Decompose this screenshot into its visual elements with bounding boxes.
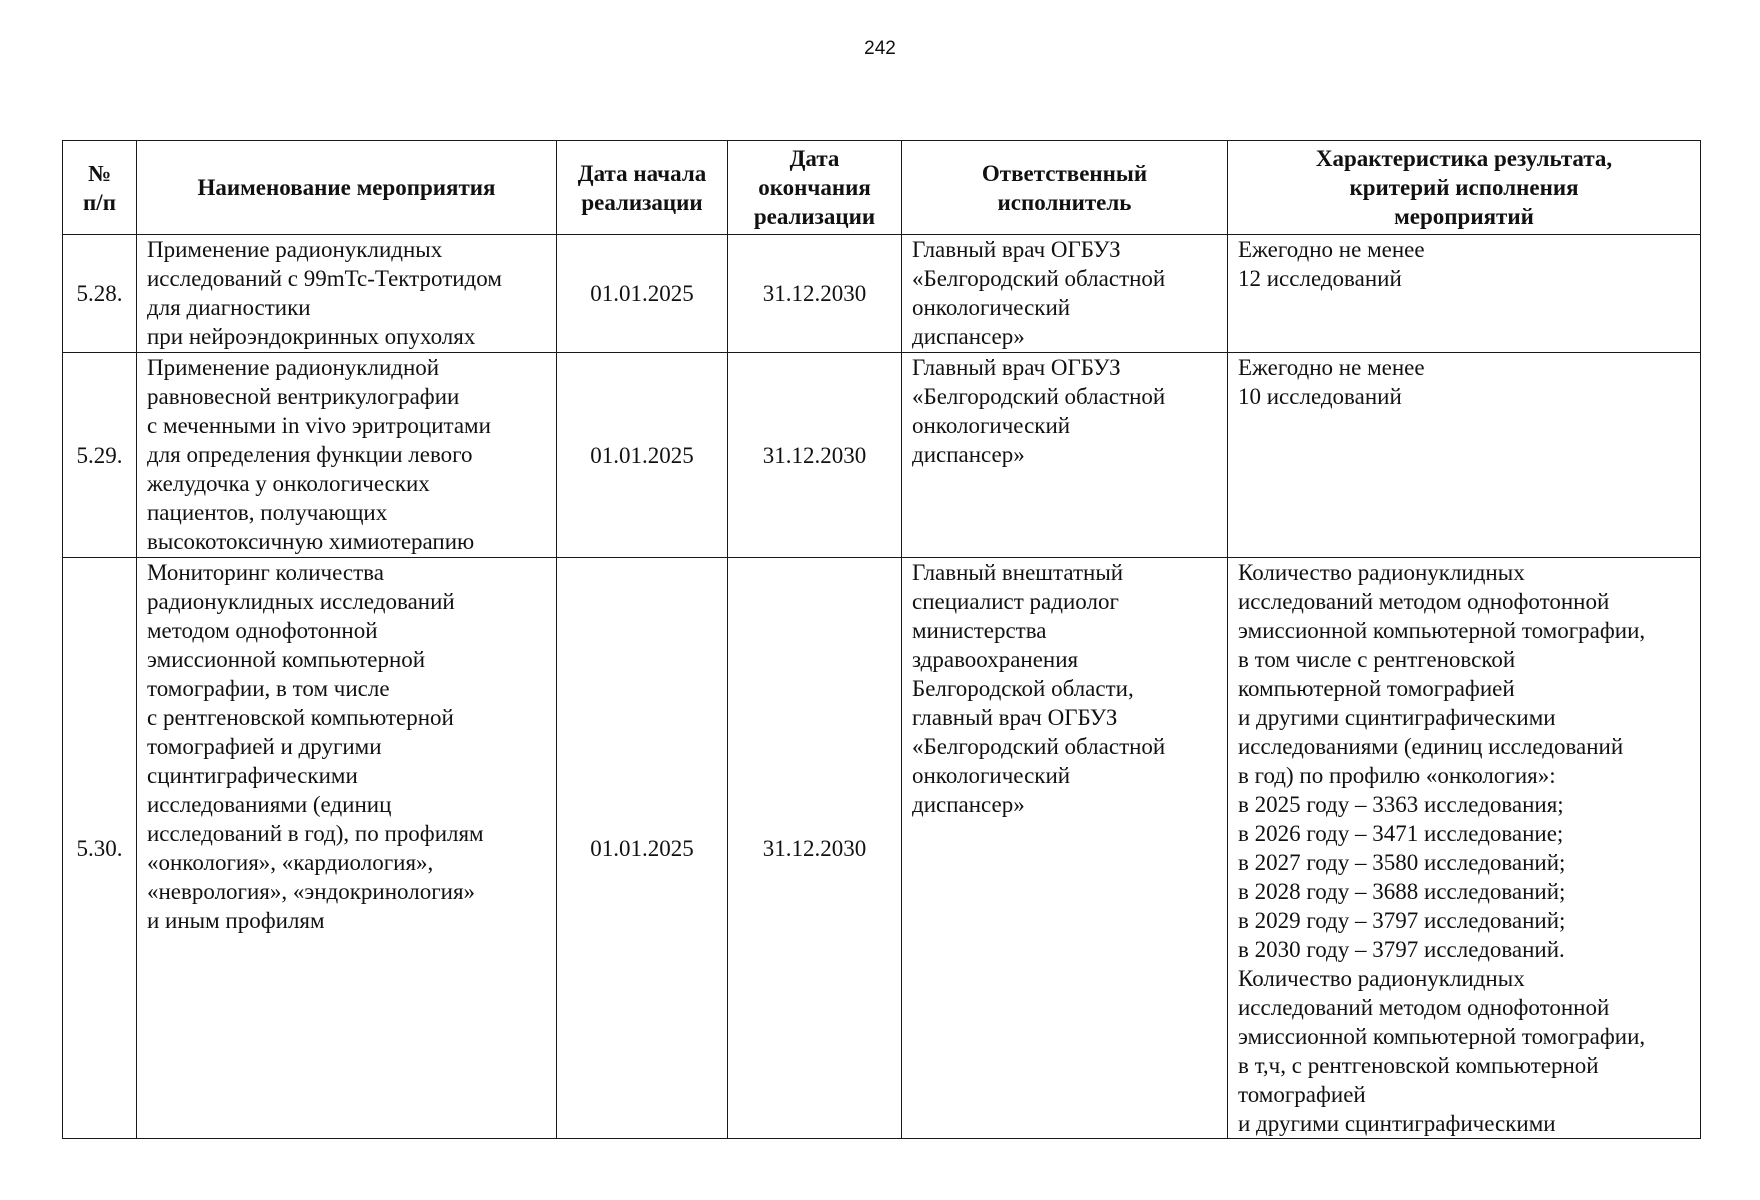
text-line: специалист радиолог bbox=[912, 589, 1119, 614]
text-line: исследований с 99mTc-Тектротидом bbox=[147, 266, 502, 291]
text-line: в 2030 году – 3797 исследований. bbox=[1238, 937, 1565, 962]
text-line: реализации bbox=[581, 189, 703, 215]
result bbox=[1228, 558, 1701, 1139]
text-line: онкологический bbox=[912, 295, 1071, 320]
text-line: равновесной вентрикулографии bbox=[147, 384, 460, 409]
end-date: 31.12.2030 bbox=[728, 353, 902, 558]
text-line: Наименование мероприятия bbox=[197, 175, 496, 200]
text-line: реализации bbox=[753, 204, 876, 229]
text-line: Белгородской области, bbox=[912, 676, 1134, 701]
text-line: Характеристика результата, bbox=[1315, 146, 1613, 171]
text-line: Ежегодно не менее bbox=[1238, 237, 1425, 262]
table-row bbox=[63, 235, 1701, 353]
header-responsible bbox=[902, 141, 1228, 235]
text-line: в год) по профилю «онкология»: bbox=[1238, 763, 1556, 788]
text-line: «онкология», «кардиология», bbox=[147, 850, 434, 875]
text-line: в 2026 году – 3471 исследование; bbox=[1238, 821, 1564, 846]
end-date: 31.12.2030 bbox=[728, 235, 902, 353]
text-line: и другими сцинтиграфическими bbox=[1238, 705, 1556, 730]
row-number: 5.29. bbox=[63, 353, 137, 558]
text-line: Главный врач ОГБУЗ bbox=[912, 237, 1121, 262]
result bbox=[1228, 235, 1701, 353]
text-line: томографией и другими bbox=[147, 734, 382, 759]
text-line: Применение радионуклидных bbox=[147, 237, 443, 262]
text-line: исследованиями (единиц bbox=[147, 792, 392, 817]
text-line: диспансер» bbox=[912, 792, 1025, 817]
text-line: для определения функции левого bbox=[147, 442, 473, 467]
text-line: методом однофотонной bbox=[147, 618, 378, 643]
text-line: исследований в год), по профилям bbox=[147, 821, 484, 846]
text-line: с рентгеновской компьютерной bbox=[147, 705, 454, 730]
responsible bbox=[902, 353, 1228, 558]
text-line: критерий исполнения bbox=[1349, 175, 1579, 200]
start-date: 01.01.2025 bbox=[557, 353, 728, 558]
responsible bbox=[902, 558, 1228, 1139]
text-line: онкологический bbox=[912, 413, 1071, 438]
text-line: Главный внештатный bbox=[912, 560, 1124, 585]
header-measure-name bbox=[137, 141, 557, 235]
start-date: 01.01.2025 bbox=[557, 558, 728, 1139]
text-line: Дата bbox=[789, 146, 840, 171]
measure-name bbox=[137, 558, 557, 1139]
text-line: Дата начала bbox=[577, 160, 707, 186]
text-line: диспансер» bbox=[912, 324, 1025, 349]
text-line: томографией bbox=[1238, 1082, 1366, 1107]
text-line: в 2025 году – 3363 исследования; bbox=[1238, 792, 1564, 817]
text-line: желудочка у онкологических bbox=[147, 471, 430, 496]
text-line: в том числе с рентгеновской bbox=[1238, 647, 1516, 672]
text-line: Мониторинг количества bbox=[147, 560, 384, 585]
end-date: 31.12.2030 bbox=[728, 558, 902, 1139]
header-result bbox=[1228, 141, 1701, 235]
text-line: здравоохранения bbox=[912, 647, 1079, 672]
text-line: с меченными in vivo эритроцитами bbox=[147, 413, 491, 438]
text-line: и иным профилям bbox=[147, 908, 325, 933]
text-line: исследованиями (единиц исследований bbox=[1238, 734, 1624, 759]
header-start-date bbox=[557, 141, 728, 235]
text-line: «неврология», «эндокринология» bbox=[147, 879, 476, 904]
text-line: пациентов, получающих bbox=[147, 500, 388, 525]
text-line: в 2027 году – 3580 исследований; bbox=[1238, 850, 1566, 875]
text-line: исследований методом однофотонной bbox=[1238, 995, 1610, 1020]
row-number: 5.30. bbox=[63, 558, 137, 1139]
header-end-date bbox=[728, 141, 902, 235]
page-number: 242 bbox=[864, 38, 896, 59]
text-line: окончания bbox=[758, 175, 871, 200]
start-date: 01.01.2025 bbox=[557, 235, 728, 353]
measure-name bbox=[137, 235, 557, 353]
text-line: исследований методом однофотонной bbox=[1238, 589, 1610, 614]
text-line: 12 исследований bbox=[1238, 266, 1402, 291]
text-line: министерства bbox=[912, 618, 1047, 643]
text-line: 10 исследований bbox=[1238, 384, 1402, 409]
text-line: Количество радионуклидных bbox=[1238, 560, 1525, 585]
text-line: и другими сцинтиграфическими bbox=[1238, 1111, 1556, 1136]
text-line: онкологический bbox=[912, 763, 1071, 788]
text-line: № bbox=[87, 160, 112, 186]
text-line: «Белгородский областной bbox=[912, 266, 1166, 291]
text-line: Применение радионуклидной bbox=[147, 355, 440, 380]
text-line: сцинтиграфическими bbox=[147, 763, 358, 788]
text-line: п/п bbox=[83, 189, 116, 215]
text-line: в 2029 году – 3797 исследований; bbox=[1238, 908, 1566, 933]
text-line: «Белгородский областной bbox=[912, 384, 1166, 409]
text-line: Ежегодно не менее bbox=[1238, 355, 1425, 380]
text-line: эмиссионной компьютерной томографии, bbox=[1238, 618, 1646, 643]
text-line: диспансер» bbox=[912, 442, 1025, 467]
text-line: Главный врач ОГБУЗ bbox=[912, 355, 1121, 380]
text-line: при нейроэндокринных опухолях bbox=[147, 324, 476, 349]
responsible bbox=[902, 235, 1228, 353]
text-line: в 2028 году – 3688 исследований; bbox=[1238, 879, 1566, 904]
text-line: эмиссионной компьютерной томографии, bbox=[1238, 1024, 1646, 1049]
text-line: радионуклидных исследований bbox=[147, 589, 455, 614]
text-line: для диагностики bbox=[147, 295, 311, 320]
header-number bbox=[63, 141, 137, 235]
text-line: главный врач ОГБУЗ bbox=[912, 705, 1118, 730]
text-line: исполнитель bbox=[997, 189, 1132, 215]
table-row bbox=[63, 353, 1701, 558]
measures-table bbox=[62, 140, 1701, 1139]
text-line: Ответственный bbox=[981, 160, 1148, 186]
text-line: высокотоксичную химиотерапию bbox=[147, 529, 475, 554]
table-header-row bbox=[63, 141, 1701, 235]
measure-name bbox=[137, 353, 557, 558]
text-line: «Белгородский областной bbox=[912, 734, 1166, 759]
text-line: в т,ч, с рентгеновской компьютерной bbox=[1238, 1053, 1599, 1078]
text-line: эмиссионной компьютерной bbox=[147, 647, 426, 672]
text-line: мероприятий bbox=[1394, 204, 1534, 229]
text-line: Количество радионуклидных bbox=[1238, 966, 1525, 991]
row-number: 5.28. bbox=[63, 235, 137, 353]
text-line: томографии, в том числе bbox=[147, 676, 390, 701]
text-line: компьютерной томографией bbox=[1238, 676, 1515, 701]
result bbox=[1228, 353, 1701, 558]
table-row bbox=[63, 558, 1701, 1139]
